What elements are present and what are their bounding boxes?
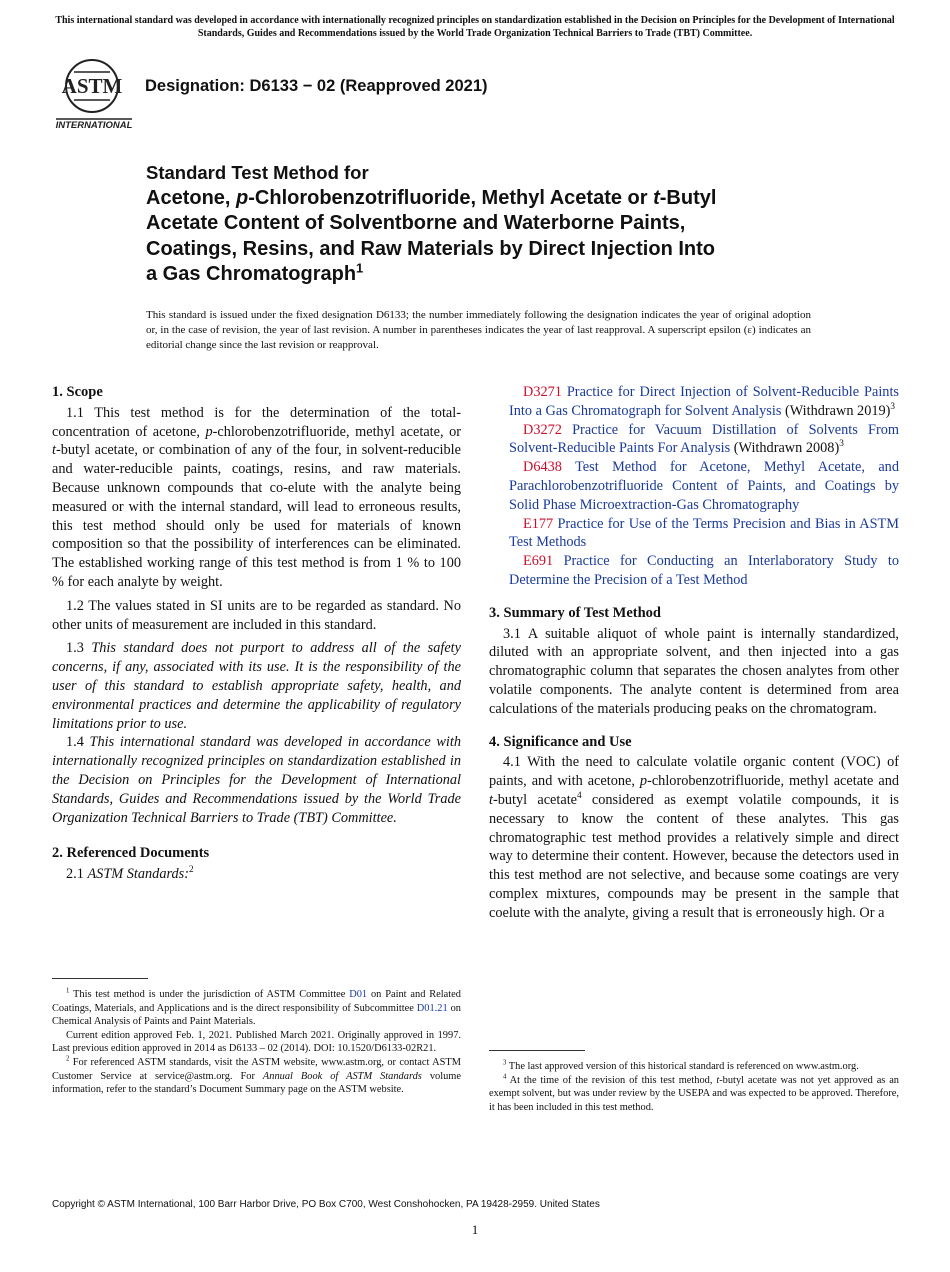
text: volume information, refer to the standard’s Document Summary page on the ASTM website. bbox=[52, 1070, 461, 1096]
reference-item bbox=[489, 421, 899, 459]
reference-code-link[interactable]: E177 bbox=[523, 515, 554, 532]
footnote-marker: 3 bbox=[503, 1059, 507, 1067]
committee-link[interactable]: D01 bbox=[349, 989, 368, 1000]
footnote-2 bbox=[52, 1056, 461, 1097]
title-text: a Gas Chromatograph bbox=[146, 263, 357, 285]
paragraph-1-3 bbox=[52, 639, 461, 733]
right-footnotes bbox=[489, 1060, 899, 1114]
paragraph-1-1 bbox=[52, 404, 461, 592]
title-line-1: Standard Test Method for bbox=[146, 162, 369, 183]
text-italic: This standard does not purport to address all of the safety concerns, if any, associated with its use. It is the responsibility of the user of this standard to establish appropriate safety, health, and environmental practices and determine the applicability of regulatory limitations prior to use. bbox=[52, 640, 461, 732]
title-line-2 bbox=[146, 186, 846, 212]
paragraph-1-4 bbox=[52, 733, 461, 827]
footnote-rule bbox=[489, 1050, 585, 1051]
title-italic: t bbox=[653, 186, 660, 209]
footnote-marker[interactable]: 3 bbox=[839, 439, 844, 450]
title-line-4: Coatings, Resins, and Raw Materials by Direct Injection Into bbox=[146, 237, 716, 260]
paragraph-1-2: 1.2 The values stated in SI units are to be regarded as standard. No other units of measurement are included in this standard. bbox=[52, 597, 461, 633]
paragraph-4-1 bbox=[489, 753, 899, 922]
reference-item bbox=[489, 552, 899, 590]
footnote-marker[interactable]: 4 bbox=[577, 791, 582, 802]
footnote-marker[interactable]: 3 bbox=[890, 402, 896, 413]
footnote-marker: 4 bbox=[503, 1073, 507, 1081]
text-italic: t bbox=[52, 442, 56, 459]
title-italic: p bbox=[236, 186, 249, 209]
text: The last approved version of this historical standard is referenced on www.astm.org. bbox=[506, 1061, 859, 1072]
footnote-1 bbox=[52, 988, 461, 1029]
footnote-marker[interactable]: 1 bbox=[356, 260, 364, 276]
section-heading-referenced-documents: 2. Referenced Documents bbox=[52, 845, 210, 862]
text: 1.3 bbox=[66, 640, 92, 657]
subcommittee-link[interactable]: D01.21 bbox=[416, 1002, 448, 1014]
tbt-banner: This international standard was developed in accordance with internationally recognized principles on standardization established in the Decision on Principles for the Development of International Standards, Guides and Recommendations issued by the World Trade Organization Technical Barriers to Trade (TBT) Committee. bbox=[55, 15, 895, 39]
reference-code-link[interactable]: D3271 bbox=[523, 384, 562, 400]
text: -chlorobenzotrifluoride, methyl acetate and bbox=[647, 773, 899, 790]
text: -butyl acetate bbox=[492, 791, 578, 808]
reference-code-link[interactable]: D3272 bbox=[523, 421, 562, 438]
text: considered as exempt volatile compounds, it is necessary to know the content of these analytes. This gas chromatographic test method provides a relatively simple and direct way to determine their content. However, because the detectors used in this test method are not selective, and because some coatings are very complex mixtures, compounds may be present in the sample that coelute with the analyte, giving a result that is erroneously high. Or a bbox=[489, 791, 899, 921]
text: -butyl acetate, or combination of any of the four, in solvent-reducible and water-reducible paints, coatings, resins, and raw materials. Because unknown compounds that co-elute with the analyte being measured or with the internal standard, will lead to erroneous results, this test method should only be used for materials of known composition so that the possibility of interferences can be eliminated. The established working range of this test method is from 1 % to 100 % for each analyte by weight. bbox=[52, 442, 461, 590]
paragraph-2-1 bbox=[52, 865, 461, 884]
text-italic: This international standard was developed in accordance with internationally recognized principles on standardization established in the Decision on Principles for the Development of International Standards, Guides and Recommendations issued by the World Trade Organization Technical Barriers to Trade (TBT) Committee. bbox=[52, 734, 461, 826]
text: on Chemical Analysis of Paints and Paint Materials. bbox=[52, 1002, 462, 1028]
text-italic: t bbox=[716, 1074, 720, 1086]
reference-note: (Withdrawn 2019) bbox=[781, 402, 891, 419]
logo-subtitle: INTERNATIONAL bbox=[55, 120, 133, 131]
reference-title-link[interactable]: Test Method for Acetone, Methyl Acetate, and Parachlorobenzotrifluoride Content of Paints, and Coatings by Solid Phase Microextraction-Gas Chromatography bbox=[509, 459, 899, 513]
text-italic: p bbox=[205, 423, 213, 440]
title-line-5 bbox=[146, 262, 846, 288]
right-column bbox=[489, 383, 899, 923]
text: 1.4 bbox=[66, 734, 90, 751]
reference-note: (Withdrawn 2008) bbox=[730, 440, 840, 457]
title-text: -Chlorobenzotrifluoride, Methyl Acetate or bbox=[248, 186, 654, 209]
text: -butyl acetate was not yet approved as an exempt solvent, but was under review by the USEPA and was expected to be approved. Therefore, it has been included in this test method. bbox=[489, 1074, 900, 1113]
title-text: Acetone, bbox=[146, 186, 237, 209]
footnote-edition: Current edition approved Feb. 1, 2021. Published March 2021. Originally approved in 1997. Last previous edition approved in 2014 as D6133 – 02 (2014). DOI: 10.1520/D6133-02R21. bbox=[52, 1029, 461, 1055]
left-column bbox=[52, 383, 461, 884]
reference-item bbox=[489, 383, 899, 421]
text: on Paint and Related Coatings, Materials, and Applications and is the direct responsibility of Subcommittee bbox=[52, 989, 461, 1014]
text: 2.1 bbox=[66, 866, 88, 883]
text: 4.1 With the need to calculate volatile organic content (VOC) of paints, and with acetone, bbox=[489, 754, 899, 790]
astm-logo-icon bbox=[52, 56, 136, 132]
reference-title-link[interactable]: Practice for Vacuum Distillation of Solvents From Solvent-Reducible Paints For Analysis bbox=[509, 421, 899, 457]
astm-logo bbox=[52, 56, 136, 132]
section-heading-significance: 4. Significance and Use bbox=[489, 733, 632, 750]
logo-letters: ASTM bbox=[61, 74, 123, 98]
footnote-4 bbox=[489, 1074, 899, 1115]
text-italic: ASTM Standards: bbox=[87, 866, 189, 883]
footnote-3 bbox=[489, 1060, 899, 1074]
copyright: Copyright © ASTM International, 100 Barr Harbor Drive, PO Box C700, West Conshohocken, PA 19428-2959. United States bbox=[52, 1199, 600, 1210]
title-line-3: Acetate Content of Solventborne and Waterborne Paints, bbox=[146, 212, 686, 234]
text-italic: p bbox=[639, 773, 648, 790]
text: 1.1 This test method is for the determination of the total-concentration of acetone, bbox=[52, 404, 461, 440]
text: At the time of the revision of this test method, bbox=[506, 1074, 717, 1086]
reference-title-link[interactable]: Practice for Direct Injection of Solvent-Reducible Paints Into a Gas Chromatograph for Solvent Analysis bbox=[509, 384, 899, 419]
reference-code-link[interactable]: D6438 bbox=[523, 459, 562, 476]
title-text: -Butyl bbox=[659, 186, 717, 209]
reference-code-link[interactable]: E691 bbox=[523, 553, 554, 570]
left-footnotes bbox=[52, 988, 461, 1097]
designation: Designation: D6133 − 02 (Reapproved 2021) bbox=[145, 77, 488, 95]
text: -chlorobenzotrifluoride, methyl acetate, or bbox=[212, 423, 461, 440]
footnote-rule bbox=[52, 978, 148, 979]
paragraph-3-1: 3.1 A suitable aliquot of whole paint is internally standardized, diluted with an appropriate solvent, and then injected into a gas chromatographic column that separates the chosen analytes from other volatile components. The analyte content is determined from area calculations of the materials producing peaks on the chromatogram. bbox=[489, 625, 899, 717]
text-italic: t bbox=[489, 791, 493, 808]
section-heading-scope: 1. Scope bbox=[52, 384, 103, 400]
document-title bbox=[146, 160, 846, 288]
text: This test method is under the jurisdiction of ASTM Committee bbox=[69, 989, 350, 1000]
issue-note: This standard is issued under the fixed designation D6133; the number immediately following the designation indicates the year of original adoption or, in the case of revision, the year of last revision. A number in parentheses indicates the year of last reapproval. A superscript epsilon (ε) indicates an editorial change since the last revision or reapproval. bbox=[146, 309, 811, 351]
footnote-marker: 2 bbox=[66, 1055, 70, 1063]
section-heading-summary: 3. Summary of Test Method bbox=[489, 604, 661, 621]
reference-item bbox=[489, 515, 899, 553]
text: For referenced ASTM standards, visit the ASTM website, www.astm.org, or contact ASTM Customer Service at service@astm.org. For bbox=[52, 1056, 461, 1082]
reference-list bbox=[489, 383, 899, 590]
reference-title-link[interactable]: Practice for Conducting an Interlaboratory Study to Determine the Precision of a Test Method bbox=[509, 553, 899, 588]
page-number: 1 bbox=[471, 1222, 479, 1237]
footnote-marker: 1 bbox=[66, 987, 70, 995]
reference-item bbox=[489, 458, 899, 514]
footnote-marker[interactable]: 2 bbox=[189, 865, 194, 876]
text-italic: Annual Book of ASTM Standards bbox=[262, 1070, 422, 1082]
reference-title-link[interactable]: Practice for Use of the Terms Precision and Bias in ASTM Test Methods bbox=[509, 515, 899, 551]
